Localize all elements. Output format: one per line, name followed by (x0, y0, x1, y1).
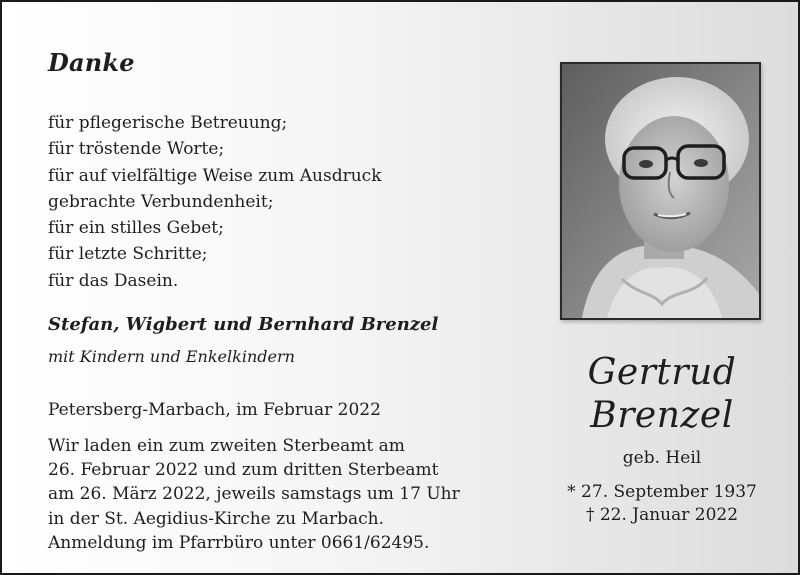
invitation-line: 26. Februar 2022 und zum dritten Sterbeamt (48, 460, 439, 481)
notice-title: Danke (48, 48, 135, 77)
life-dates (542, 481, 782, 527)
death-date: † 22. Januar 2022 (585, 505, 739, 525)
thanks-line: für auf vielfältige Weise zum Ausdruck (48, 165, 382, 186)
thanks-line: für pflegerische Betreuung; (48, 113, 288, 133)
invitation-line: am 26. März 2022, jeweils samstags um 17 Uhr (48, 484, 460, 505)
thanks-line: für das Dasein. (48, 270, 179, 291)
invitation-line: Anmeldung im Pfarrbüro unter 0661/62495. (48, 532, 430, 553)
deceased-first-name: Gertrud (587, 352, 737, 393)
family-subtitle: mit Kindern und Enkelkindern (48, 347, 295, 366)
family-names: Stefan, Wigbert und Bernhard Brenzel (48, 314, 439, 335)
place-date: Petersberg-Marbach, im Februar 2022 (48, 400, 381, 420)
maiden-name: geb. Heil (622, 448, 702, 468)
thanks-line: für letzte Schritte; (48, 244, 208, 265)
thanks-line: gebrachte Verbundenheit; (48, 191, 274, 212)
deceased-last-name: Brenzel (590, 395, 734, 436)
thanks-line: für ein stilles Gebet; (48, 218, 224, 239)
portrait-illustration (562, 64, 759, 318)
thanks-line: für tröstende Worte; (48, 139, 225, 160)
invitation-text (48, 434, 460, 555)
invitation-line: in der St. Aegidius-Kirche zu Marbach. (48, 508, 385, 529)
birth-date: * 27. September 1937 (567, 482, 757, 502)
invitation-line: Wir laden ein zum zweiten Sterbeamt am (48, 436, 405, 456)
thanks-list (48, 110, 382, 294)
portrait-photo (560, 62, 761, 320)
